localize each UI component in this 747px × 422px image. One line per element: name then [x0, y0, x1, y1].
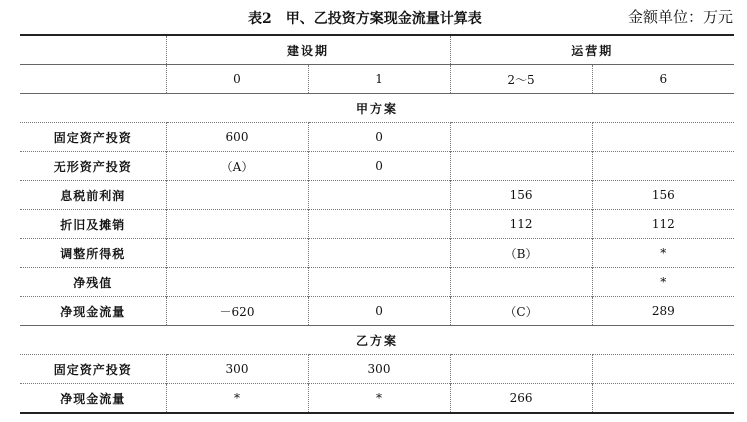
period-0: 0: [166, 65, 308, 94]
section-a-row: [20, 94, 734, 123]
table-cell: 0: [308, 123, 450, 152]
table-cell: [166, 239, 308, 268]
table-cell: 600: [166, 123, 308, 152]
table-cell: 112: [592, 210, 734, 239]
table-cell: [592, 152, 734, 181]
table-cell: *: [166, 384, 308, 414]
table-row: [20, 152, 734, 181]
row-label: 调整所得税: [20, 239, 166, 268]
section-b-row: [20, 326, 734, 355]
row-label: 净现金流量: [20, 297, 166, 326]
table-row: [20, 355, 734, 384]
table-cell: [166, 210, 308, 239]
period-6: 6: [592, 65, 734, 94]
table-cell: *: [592, 239, 734, 268]
row-label: 净现金流量: [20, 384, 166, 414]
table-row: [20, 181, 734, 210]
section-b-label: 乙方案: [20, 326, 734, 355]
table-cell: [592, 123, 734, 152]
table-cell: 156: [592, 181, 734, 210]
table-title: 表2 甲、乙投资方案现金流量计算表: [248, 11, 482, 27]
table-cell: （B）: [450, 239, 592, 268]
row-label: 固定资产投资: [20, 123, 166, 152]
header-blank-cell: [20, 65, 166, 94]
table-cell: 0: [308, 152, 450, 181]
group-header-row: [20, 35, 734, 65]
table-cell: （C）: [450, 297, 592, 326]
period-header-row: [20, 65, 734, 94]
table-cell: 300: [308, 355, 450, 384]
table-cell: [450, 152, 592, 181]
period-1: 1: [308, 65, 450, 94]
table-row: [20, 210, 734, 239]
table-row: [20, 384, 734, 414]
table-cell: －620: [166, 297, 308, 326]
period-2-5: 2～5: [450, 65, 592, 94]
title-bar: [0, 0, 747, 34]
table-cell: [450, 355, 592, 384]
table-cell: [450, 123, 592, 152]
table-cell: 112: [450, 210, 592, 239]
table-row: [20, 297, 734, 326]
row-label: 无形资产投资: [20, 152, 166, 181]
group-construction: 建设期: [166, 35, 450, 65]
table-cell: 156: [450, 181, 592, 210]
section-a-label: 甲方案: [20, 94, 734, 123]
row-label: 折旧及摊销: [20, 210, 166, 239]
table-cell: [308, 181, 450, 210]
table-cell: （A）: [166, 152, 308, 181]
table-cell: [450, 268, 592, 297]
table-cell: *: [308, 384, 450, 414]
table-cell: [592, 355, 734, 384]
table-cell: [308, 239, 450, 268]
row-label: 净残值: [20, 268, 166, 297]
amount-unit: 金额单位：万元: [627, 8, 733, 26]
table-cell: [166, 181, 308, 210]
table-cell: 0: [308, 297, 450, 326]
row-label: 固定资产投资: [20, 355, 166, 384]
cash-flow-table: [20, 34, 734, 414]
table-cell: 289: [592, 297, 734, 326]
table-cell: 266: [450, 384, 592, 414]
table-cell: [166, 268, 308, 297]
table-cell: [308, 210, 450, 239]
group-operation: 运营期: [450, 35, 734, 65]
table-cell: [308, 268, 450, 297]
table-row: [20, 123, 734, 152]
table-cell: *: [592, 268, 734, 297]
table-row: [20, 239, 734, 268]
row-label: 息税前利润: [20, 181, 166, 210]
header-blank-cell: [20, 35, 166, 65]
table-row: [20, 268, 734, 297]
table-cell: 300: [166, 355, 308, 384]
table-cell: [592, 384, 734, 414]
